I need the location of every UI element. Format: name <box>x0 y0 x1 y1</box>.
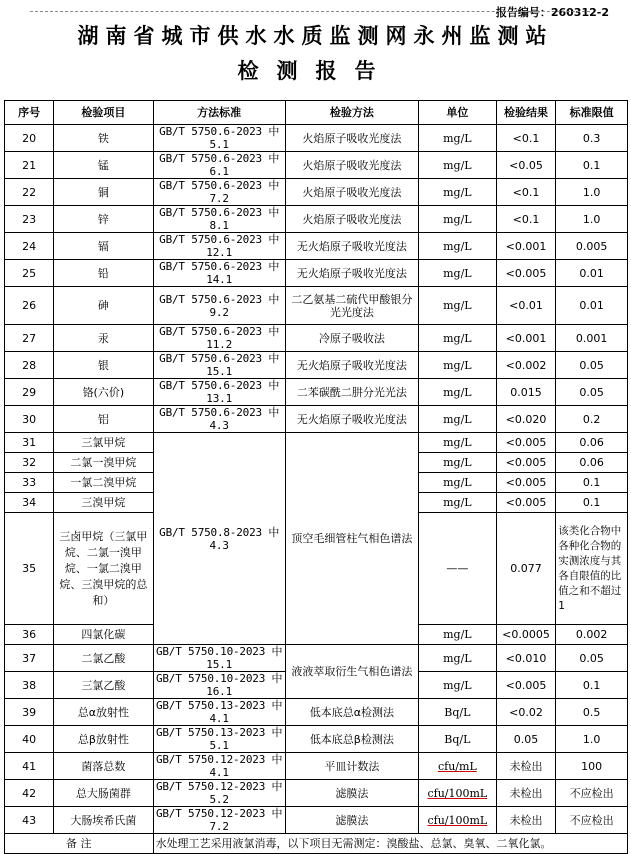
table-row <box>5 753 628 780</box>
row-method: 火焰原子吸收光度法 <box>285 125 418 152</box>
row-result: 未检出 <box>496 780 555 807</box>
row-item: 一氯二溴甲烷 <box>54 473 153 493</box>
row-unit: mg/L <box>418 233 496 260</box>
row-item: 总α放射性 <box>54 699 153 726</box>
row-result: 未检出 <box>496 753 555 780</box>
row-limit: 0.01 <box>556 287 628 325</box>
row-unit: mg/L <box>418 125 496 152</box>
row-result: <0.005 <box>496 453 555 473</box>
row-method: 滤膜法 <box>285 780 418 807</box>
row-method: 无火焰原子吸收光度法 <box>285 352 418 379</box>
row-limit: 0.05 <box>556 379 628 406</box>
group-standard: GB/T 5750.8-2023 中 4.3 <box>153 433 285 645</box>
row-standard: GB/T 5750.6-2023 中 5.1 <box>153 125 285 152</box>
row-result: 0.05 <box>496 726 555 753</box>
remark-text: 水处理工艺采用液氯消毒，以下项目无需测定：溴酸盐、总氯、臭氧、二氧化氯。 <box>153 834 627 854</box>
row-standard: GB/T 5750.10-2023 中 16.1 <box>153 672 285 699</box>
row-unit: mg/L <box>418 453 496 473</box>
row-limit: 0.3 <box>556 125 628 152</box>
report-title: 湖南省城市供水水质监测网永州监测站 <box>77 23 554 48</box>
row-method: 平皿计数法 <box>285 753 418 780</box>
row-method: 低本底总α检测法 <box>285 699 418 726</box>
report-number: 报告编号：260312-2 <box>495 6 609 19</box>
table-row <box>5 780 628 807</box>
row-item: 镉 <box>54 233 153 260</box>
table-row <box>5 152 628 179</box>
row-item: 三溴甲烷 <box>54 493 153 513</box>
row-method: 火焰原子吸收光度法 <box>285 152 418 179</box>
row-item: 砷 <box>54 287 153 325</box>
row-limit: 0.05 <box>556 645 628 672</box>
row-item: 大肠埃希氏菌 <box>54 807 153 834</box>
row-result: <0.002 <box>496 352 555 379</box>
row-result: <0.001 <box>496 233 555 260</box>
row-standard: GB/T 5750.13-2023 中 5.1 <box>153 726 285 753</box>
table-row <box>5 179 628 206</box>
unit-text: cfu/100mL <box>427 786 488 800</box>
row-method: 低本底总β检测法 <box>285 726 418 753</box>
row-unit: mg/L <box>418 625 496 645</box>
row-item: 汞 <box>54 325 153 352</box>
row-seq: 27 <box>5 325 54 352</box>
row-seq: 39 <box>5 699 54 726</box>
row-standard: GB/T 5750.6-2023 中 15.1 <box>153 352 285 379</box>
table-row <box>5 645 628 672</box>
row-standard: GB/T 5750.6-2023 中 14.1 <box>153 260 285 287</box>
row-unit: mg/L <box>418 645 496 672</box>
row-result: <0.1 <box>496 179 555 206</box>
col-header-result: 检验结果 <box>496 101 555 125</box>
col-header-method: 检验方法 <box>285 101 418 125</box>
row-method: 滤膜法 <box>285 807 418 834</box>
row-unit: mg/L <box>418 179 496 206</box>
remark-row <box>5 834 628 854</box>
row-seq: 38 <box>5 672 54 699</box>
row-seq: 41 <box>5 753 54 780</box>
col-header-limit: 标准限值 <box>556 101 628 125</box>
row-limit: 0.002 <box>556 625 628 645</box>
row-limit: 0.1 <box>556 473 628 493</box>
table-row <box>5 287 628 325</box>
row-limit: 1.0 <box>556 726 628 753</box>
row-limit: 0.01 <box>556 260 628 287</box>
results-table <box>4 100 628 854</box>
table-row <box>5 433 628 453</box>
row-method: 火焰原子吸收光度法 <box>285 179 418 206</box>
table-row <box>5 206 628 233</box>
row-seq: 25 <box>5 260 54 287</box>
row-unit: mg/L <box>418 325 496 352</box>
row-limit: 1.0 <box>556 206 628 233</box>
row-limit: 100 <box>556 753 628 780</box>
unit-text: cfu/100mL <box>427 813 488 827</box>
col-header-standard: 方法标准 <box>153 101 285 125</box>
row-limit: 0.2 <box>556 406 628 433</box>
row-limit: 0.1 <box>556 493 628 513</box>
row-item: 铝 <box>54 406 153 433</box>
row-result: <0.1 <box>496 206 555 233</box>
row-limit: 0.1 <box>556 672 628 699</box>
row-seq: 22 <box>5 179 54 206</box>
row-result: <0.005 <box>496 493 555 513</box>
table-row <box>5 125 628 152</box>
top-divider <box>30 11 590 12</box>
row-seq: 31 <box>5 433 54 453</box>
row-result: <0.005 <box>496 672 555 699</box>
row-seq: 21 <box>5 152 54 179</box>
row-seq: 40 <box>5 726 54 753</box>
row-result: <0.005 <box>496 433 555 453</box>
row-standard: GB/T 5750.6-2023 中 6.1 <box>153 152 285 179</box>
row-limit: 不应检出 <box>556 780 628 807</box>
unit-text: cfu/mL <box>437 759 477 773</box>
row-result: <0.020 <box>496 406 555 433</box>
row-result: <0.02 <box>496 699 555 726</box>
table-row <box>5 406 628 433</box>
row-unit: mg/L <box>418 473 496 493</box>
row-method: 火焰原子吸收光度法 <box>285 206 418 233</box>
row-seq: 30 <box>5 406 54 433</box>
row-standard: GB/T 5750.6-2023 中 13.1 <box>153 379 285 406</box>
row-result: <0.01 <box>496 287 555 325</box>
row-unit: mg/L <box>418 379 496 406</box>
table-row <box>5 260 628 287</box>
row-result: 0.077 <box>496 513 555 625</box>
row-item: 二氯一溴甲烷 <box>54 453 153 473</box>
row-result: <0.05 <box>496 152 555 179</box>
row-limit: 0.05 <box>556 352 628 379</box>
row-item: 三氯乙酸 <box>54 672 153 699</box>
row-seq: 43 <box>5 807 54 834</box>
row-unit: mg/L <box>418 406 496 433</box>
row-result: <0.1 <box>496 125 555 152</box>
row-unit: mg/L <box>418 493 496 513</box>
row-item: 总大肠菌群 <box>54 780 153 807</box>
row-result: <0.005 <box>496 473 555 493</box>
row-limit: 1.0 <box>556 179 628 206</box>
table-row <box>5 379 628 406</box>
row-standard: GB/T 5750.6-2023 中 12.1 <box>153 233 285 260</box>
row-result: <0.010 <box>496 645 555 672</box>
row-seq: 26 <box>5 287 54 325</box>
row-standard: GB/T 5750.12-2023 中 4.1 <box>153 753 285 780</box>
row-standard: GB/T 5750.6-2023 中 8.1 <box>153 206 285 233</box>
row-seq: 37 <box>5 645 54 672</box>
row-seq: 36 <box>5 625 54 645</box>
table-row <box>5 325 628 352</box>
row-item: 锌 <box>54 206 153 233</box>
row-method: 二乙氨基二硫代甲酸银分光光度法 <box>285 287 418 325</box>
col-header-seq: 序号 <box>5 101 54 125</box>
row-unit: Bq/L <box>418 726 496 753</box>
row-limit: 0.06 <box>556 433 628 453</box>
table-row <box>5 807 628 834</box>
row-method: 无火焰原子吸收光度法 <box>285 406 418 433</box>
row-limit: 不应检出 <box>556 807 628 834</box>
row-method: 无火焰原子吸收光度法 <box>285 233 418 260</box>
group-method: 顶空毛细管柱气相色谱法 <box>285 433 418 645</box>
row-limit: 0.06 <box>556 453 628 473</box>
row-result: 0.015 <box>496 379 555 406</box>
row-unit <box>418 753 496 780</box>
row-unit: Bq/L <box>418 699 496 726</box>
row-limit: 该类化合物中各种化合物的实测浓度与其各自限值的比值之和不超过1 <box>556 513 628 625</box>
row-seq: 23 <box>5 206 54 233</box>
row-result: 未检出 <box>496 807 555 834</box>
row-unit: mg/L <box>418 206 496 233</box>
row-result: <0.005 <box>496 260 555 287</box>
row-item: 二氯乙酸 <box>54 645 153 672</box>
row-unit: mg/L <box>418 672 496 699</box>
row-seq: 35 <box>5 513 54 625</box>
row-item: 三卤甲烷（三氯甲烷、二氯一溴甲烷、一氯二溴甲烷、三溴甲烷的总和） <box>54 513 153 625</box>
remark-label: 备 注 <box>5 834 154 854</box>
row-standard: GB/T 5750.12-2023 中 5.2 <box>153 780 285 807</box>
row-standard: GB/T 5750.6-2023 中 9.2 <box>153 287 285 325</box>
haa-method: 液液萃取衍生气相色谱法 <box>285 645 418 699</box>
row-unit: —— <box>418 513 496 625</box>
row-item: 菌落总数 <box>54 753 153 780</box>
row-unit: mg/L <box>418 352 496 379</box>
table-row <box>5 352 628 379</box>
row-unit: mg/L <box>418 152 496 179</box>
row-seq: 24 <box>5 233 54 260</box>
table-header-row <box>5 101 628 125</box>
row-standard: GB/T 5750.12-2023 中 7.2 <box>153 807 285 834</box>
row-result: <0.001 <box>496 325 555 352</box>
row-unit: mg/L <box>418 260 496 287</box>
row-item: 三氯甲烷 <box>54 433 153 453</box>
row-item: 总β放射性 <box>54 726 153 753</box>
table-row <box>5 233 628 260</box>
row-seq: 33 <box>5 473 54 493</box>
row-standard: GB/T 5750.6-2023 中 11.2 <box>153 325 285 352</box>
row-unit <box>418 807 496 834</box>
row-standard: GB/T 5750.6-2023 中 4.3 <box>153 406 285 433</box>
row-seq: 32 <box>5 453 54 473</box>
row-unit <box>418 780 496 807</box>
row-result: <0.0005 <box>496 625 555 645</box>
row-seq: 34 <box>5 493 54 513</box>
table-row <box>5 699 628 726</box>
table-row <box>5 726 628 753</box>
row-item: 四氯化碳 <box>54 625 153 645</box>
row-item: 铁 <box>54 125 153 152</box>
row-method: 冷原子吸收法 <box>285 325 418 352</box>
row-unit: mg/L <box>418 433 496 453</box>
row-limit: 0.5 <box>556 699 628 726</box>
row-unit: mg/L <box>418 287 496 325</box>
row-item: 铜 <box>54 179 153 206</box>
col-header-unit: 单位 <box>418 101 496 125</box>
col-header-item: 检验项目 <box>54 101 153 125</box>
row-method: 二苯碳酰二肼分光光法 <box>285 379 418 406</box>
row-limit: 0.005 <box>556 233 628 260</box>
row-item: 铬(六价) <box>54 379 153 406</box>
row-seq: 29 <box>5 379 54 406</box>
row-seq: 20 <box>5 125 54 152</box>
row-seq: 42 <box>5 780 54 807</box>
row-item: 银 <box>54 352 153 379</box>
row-standard: GB/T 5750.10-2023 中 15.1 <box>153 645 285 672</box>
row-seq: 28 <box>5 352 54 379</box>
row-standard: GB/T 5750.13-2023 中 4.1 <box>153 699 285 726</box>
report-subtitle: 检测报告 <box>237 58 394 83</box>
row-method: 无火焰原子吸收光度法 <box>285 260 418 287</box>
row-item: 锰 <box>54 152 153 179</box>
row-standard: GB/T 5750.6-2023 中 7.2 <box>153 179 285 206</box>
row-limit: 0.001 <box>556 325 628 352</box>
row-item: 铅 <box>54 260 153 287</box>
row-limit: 0.1 <box>556 152 628 179</box>
